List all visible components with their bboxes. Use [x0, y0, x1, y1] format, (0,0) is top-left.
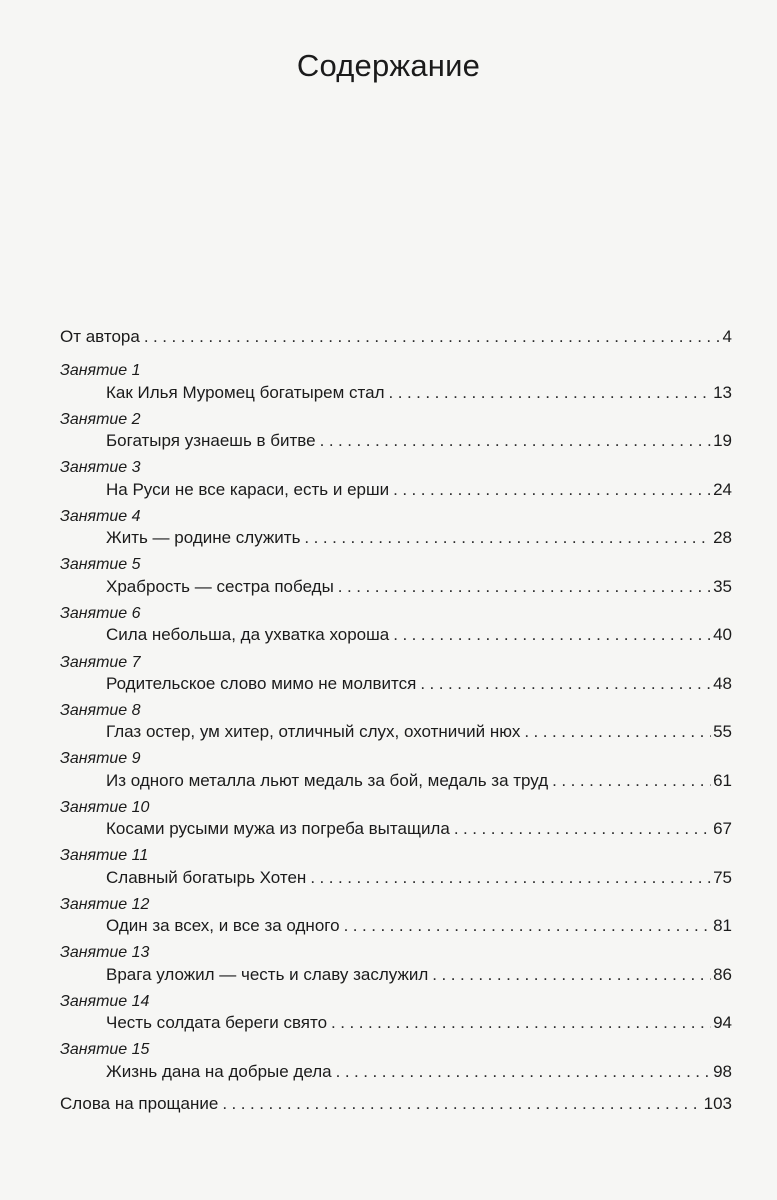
- toc-entry-title: Врага уложил — честь и славу заслужил: [106, 965, 429, 984]
- toc-entry-lesson-6[interactable]: [106, 624, 732, 646]
- toc-page-number: 19: [713, 431, 732, 450]
- toc-entry-lesson-13[interactable]: [106, 964, 732, 986]
- leader-dots: [310, 867, 711, 889]
- toc-page-number: 67: [713, 819, 732, 838]
- toc-entry-title: Честь солдата береги свято: [106, 1013, 328, 1032]
- toc-page-number: 86: [713, 965, 732, 984]
- leader-dots: [524, 721, 711, 743]
- toc-entry-lesson-8[interactable]: [106, 721, 732, 743]
- toc-entry-lesson-5[interactable]: [106, 576, 732, 598]
- leader-dots: [432, 964, 711, 986]
- leader-dots: [304, 527, 711, 549]
- toc-page-number: 13: [713, 383, 732, 402]
- lesson-label-7: Занятие 7: [60, 654, 141, 671]
- toc-page-number: 28: [713, 528, 732, 547]
- lesson-label-13: Занятие 13: [60, 944, 150, 961]
- leader-dots: [420, 673, 711, 695]
- toc-entry-title: Сила небольша, да ухватка хороша: [106, 625, 390, 644]
- toc-entry-lesson-10[interactable]: [106, 818, 732, 840]
- toc-entry-lesson-11[interactable]: [106, 867, 732, 889]
- toc-entry-title: Глаз остер, ум хитер, отличный слух, охотничий нюх: [106, 722, 521, 741]
- lesson-label-2: Занятие 2: [60, 411, 141, 428]
- lesson-label-1: Занятие 1: [60, 362, 141, 379]
- leader-dots: [552, 770, 711, 792]
- leader-dots: [144, 326, 721, 348]
- toc-entry-title: Богатыря узнаешь в битве: [106, 431, 316, 450]
- toc-entry-lesson-14[interactable]: [106, 1012, 732, 1034]
- leader-dots: [389, 382, 712, 404]
- toc-entry-lesson-1[interactable]: [106, 382, 732, 404]
- toc-entry-title: Жизнь дана на добрые дела: [106, 1062, 332, 1081]
- lesson-label-4: Занятие 4: [60, 508, 141, 525]
- page-title: Содержание: [296, 48, 481, 83]
- leader-dots: [338, 576, 711, 598]
- toc-page-number: 48: [713, 674, 732, 693]
- lesson-label-14: Занятие 14: [60, 993, 150, 1010]
- toc-page-number: 55: [713, 722, 732, 741]
- toc-entry-lesson-9[interactable]: [106, 770, 732, 792]
- toc-entry-title: От автора: [60, 327, 140, 346]
- leader-dots: [454, 818, 711, 840]
- toc-entry-title: На Руси не все караси, есть и ерши: [106, 480, 390, 499]
- toc-entry-title: Храбрость — сестра победы: [106, 577, 334, 596]
- toc-page-number: 81: [713, 916, 732, 935]
- lesson-label-9: Занятие 9: [60, 750, 141, 767]
- toc-page-number: 61: [713, 771, 732, 790]
- toc-entry-title: Славный богатырь Хотен: [106, 868, 307, 887]
- leader-dots: [222, 1093, 701, 1115]
- toc-entry-lesson-12[interactable]: [106, 915, 732, 937]
- leader-dots: [393, 624, 711, 646]
- toc-page-number: 94: [713, 1013, 732, 1032]
- toc-entry-lesson-2[interactable]: [106, 430, 732, 452]
- lesson-label-15: Занятие 15: [60, 1041, 150, 1058]
- toc-entry-title: Как Илья Муромец богатырем стал: [106, 383, 385, 402]
- toc-entry-lesson-15[interactable]: [106, 1061, 732, 1083]
- lesson-label-5: Занятие 5: [60, 556, 141, 573]
- lesson-label-12: Занятие 12: [60, 896, 150, 913]
- lesson-label-3: Занятие 3: [60, 459, 141, 476]
- toc-entry-intro[interactable]: [60, 326, 732, 348]
- toc-entry-lesson-7[interactable]: [106, 673, 732, 695]
- leader-dots: [320, 430, 711, 452]
- toc-entry-title: Жить — родине служить: [106, 528, 301, 547]
- toc-page-number: 24: [713, 480, 732, 499]
- toc-page-number: 103: [703, 1094, 732, 1113]
- lesson-label-6: Занятие 6: [60, 605, 141, 622]
- toc-page-number: 40: [713, 625, 732, 644]
- toc-entry-title: Косами русыми мужа из погреба вытащила: [106, 819, 450, 838]
- toc-entry-outro[interactable]: [60, 1093, 732, 1115]
- leader-dots: [336, 1061, 711, 1083]
- lesson-label-8: Занятие 8: [60, 702, 141, 719]
- toc-page-number: 98: [713, 1062, 732, 1081]
- toc-entry-title: Один за всех, и все за одного: [106, 916, 340, 935]
- toc-entry-title: Родительское слово мимо не молвится: [106, 674, 417, 693]
- toc-entry-title: Из одного металла льют медаль за бой, медаль за труд: [106, 771, 549, 790]
- lesson-label-10: Занятие 10: [60, 799, 150, 816]
- toc-entry-lesson-4[interactable]: [106, 527, 732, 549]
- toc-entry-lesson-3[interactable]: [106, 479, 732, 501]
- toc-page-number: 4: [722, 327, 732, 346]
- leader-dots: [393, 479, 711, 501]
- toc-page-number: 75: [713, 868, 732, 887]
- lesson-label-11: Занятие 11: [60, 847, 149, 864]
- leader-dots: [344, 915, 712, 937]
- toc-page-number: 35: [713, 577, 732, 596]
- leader-dots: [331, 1012, 711, 1034]
- toc-entry-title: Слова на прощание: [60, 1094, 219, 1113]
